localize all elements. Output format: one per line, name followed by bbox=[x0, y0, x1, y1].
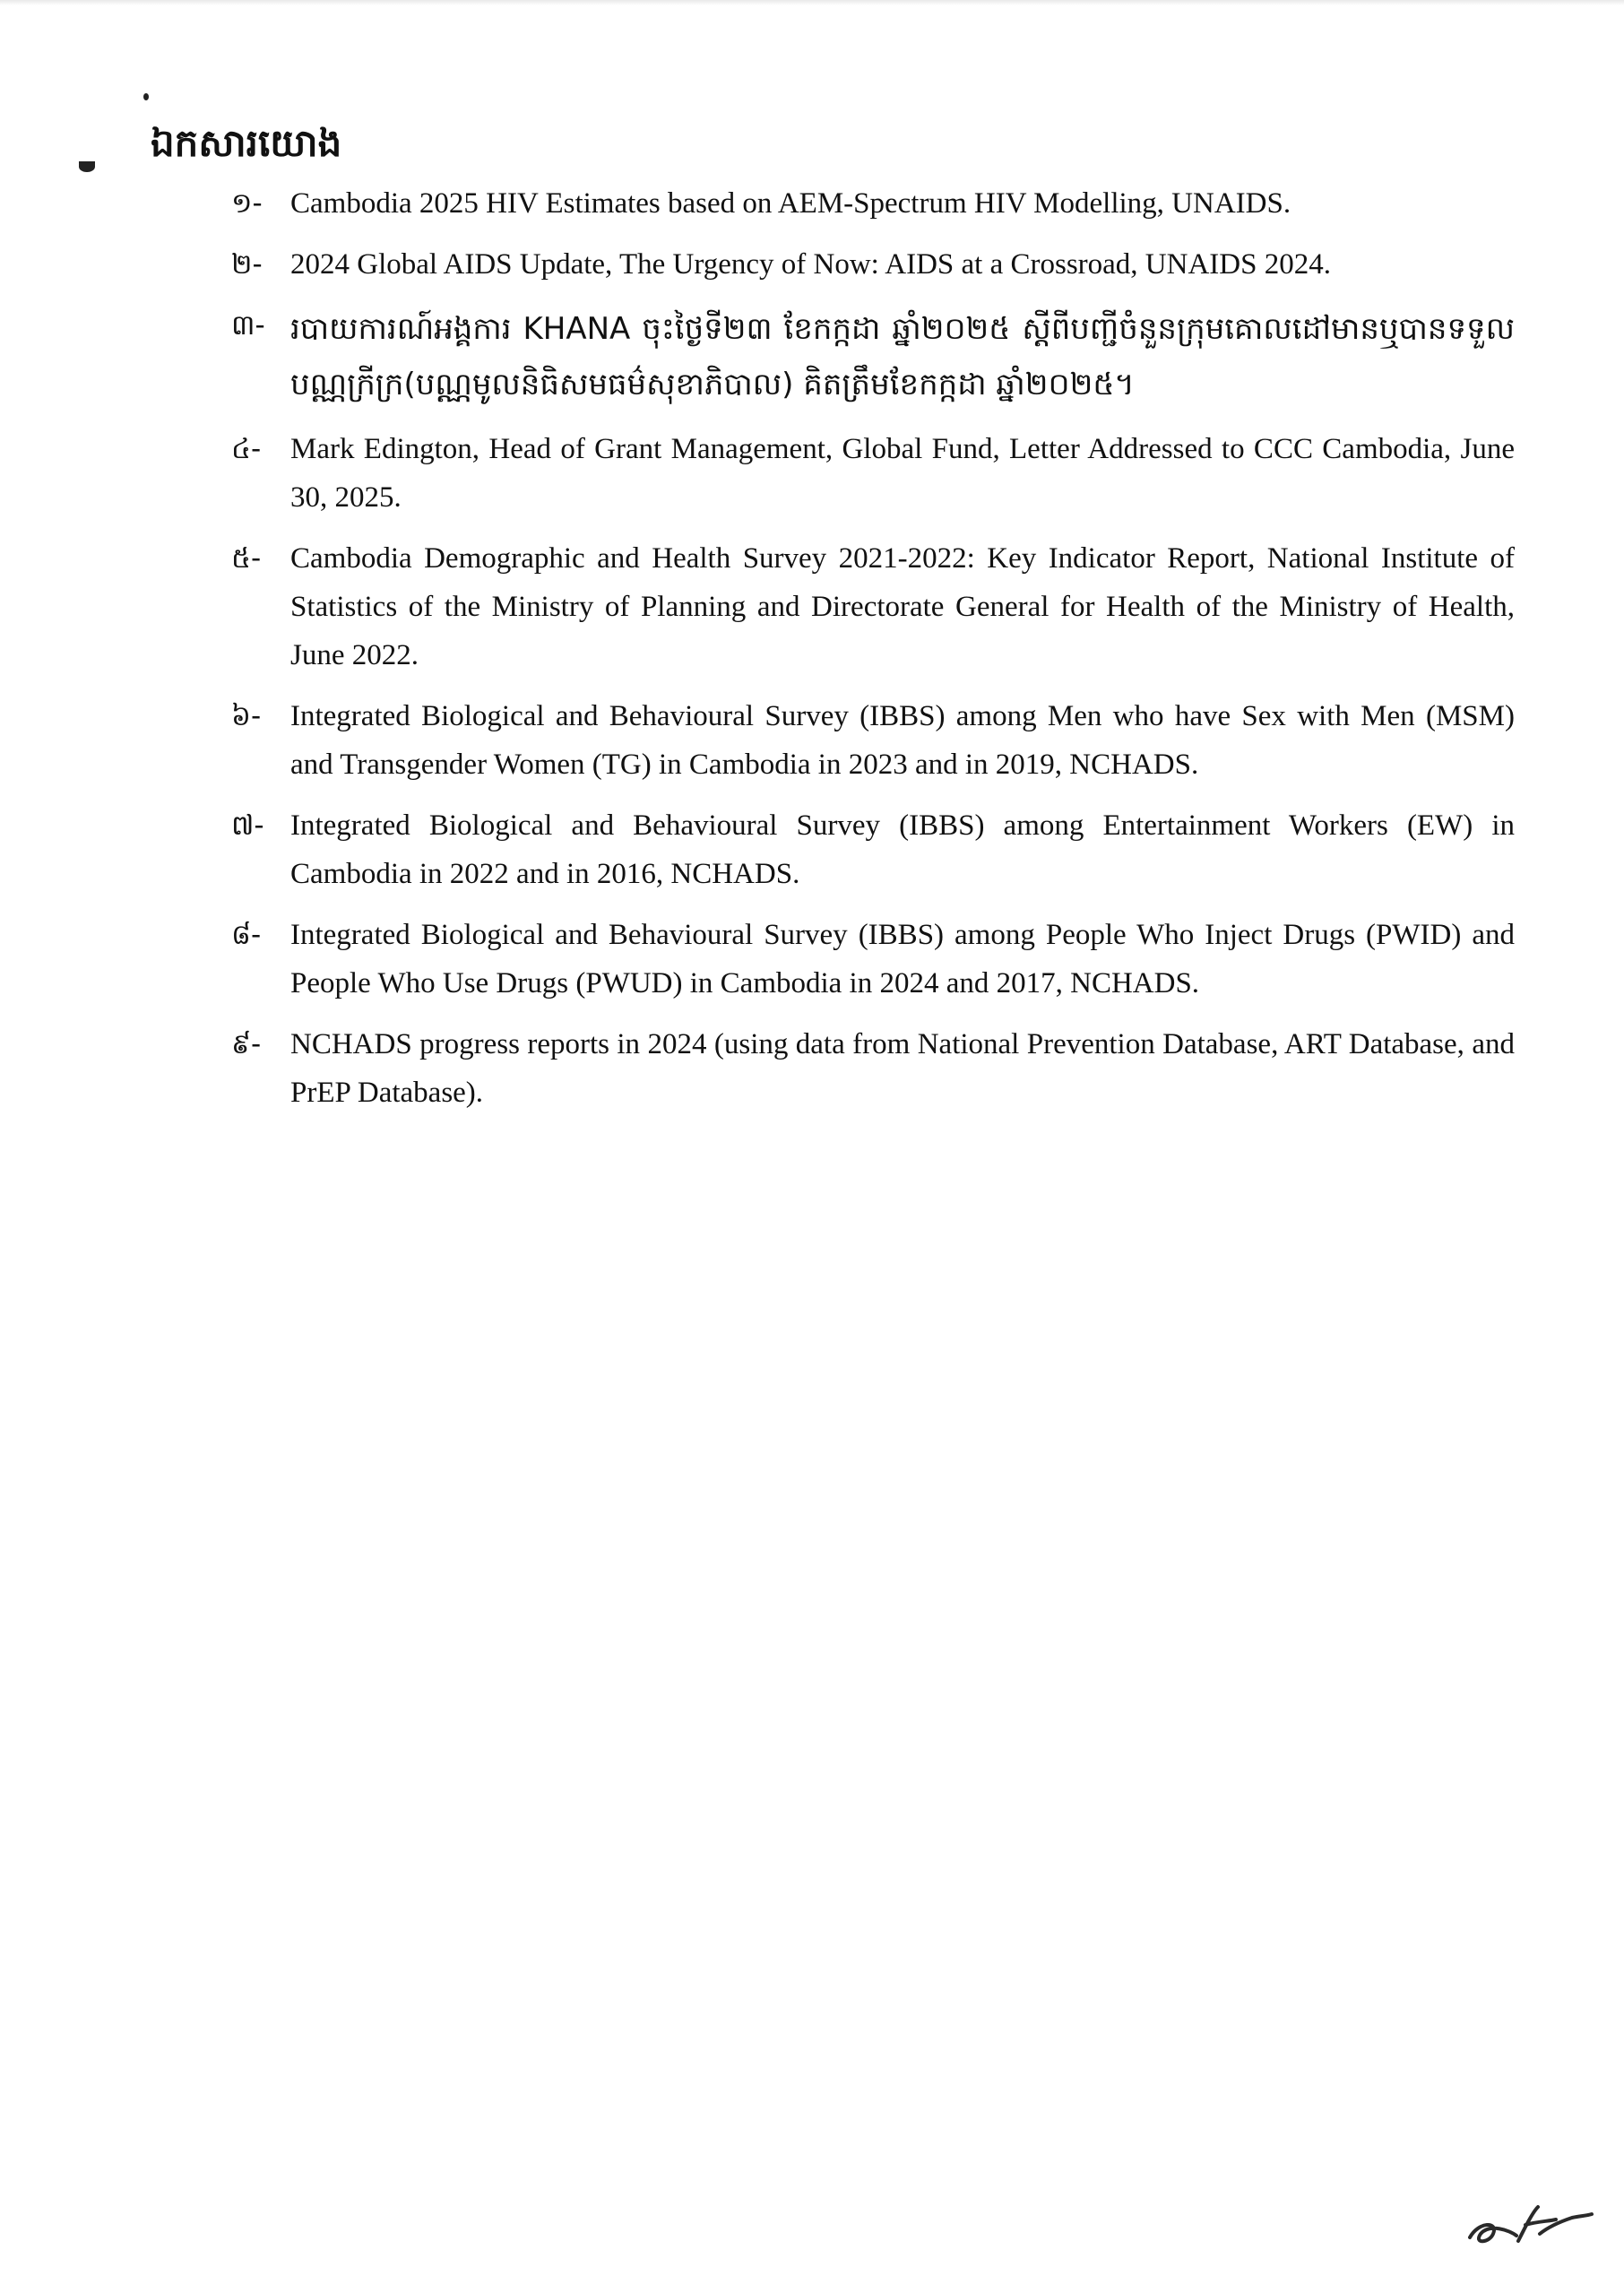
reference-item bbox=[231, 425, 1515, 522]
reference-number: ១- bbox=[231, 187, 263, 220]
reference-item bbox=[231, 692, 1515, 789]
handwritten-signature-icon bbox=[1463, 2194, 1597, 2257]
scan-mark bbox=[79, 161, 95, 172]
reference-text: របាយការណ៍អង្គការ KHANA ចុះថ្ងៃទី២៣ ខែកក្កដា ឆ្នាំ២០២៥ ស្តីពីបញ្ជីចំនួនក្រុមគោលដៅមានឬបានទទួលបណ្ណក្រីក្រ(បណ្ណមូលនិធិសមធម៌សុខាភិបាល) គិតត្រឹមខែកក្កដា ឆ្នាំ២០២៥។ bbox=[290, 311, 1515, 402]
reference-text: Mark Edington, Head of Grant Management, Global Fund, Letter Addressed to CCC Cambodia, June 30, 2025. bbox=[290, 433, 1515, 514]
reference-item bbox=[231, 179, 1515, 228]
reference-text: Integrated Biological and Behavioural Survey (IBBS) among People Who Inject Drugs (PWID) and People Who Use Drugs (PWUD) in Cambodia in 2024 and 2017, NCHADS. bbox=[290, 919, 1515, 999]
reference-number: ៨- bbox=[231, 919, 262, 951]
reference-text: Integrated Biological and Behavioural Survey (IBBS) among Men who have Sex with Men (MSM) and Transgender Women (TG) in Cambodia in 2023 and in 2019, NCHADS. bbox=[290, 700, 1515, 781]
reference-item bbox=[231, 534, 1515, 679]
reference-number: ៦- bbox=[231, 700, 262, 732]
reference-text: 2024 Global AIDS Update, The Urgency of Now: AIDS at a Crossroad, UNAIDS 2024. bbox=[290, 248, 1331, 281]
reference-number: ៣- bbox=[231, 309, 265, 342]
reference-text: Integrated Biological and Behavioural Survey (IBBS) among Entertainment Workers (EW) in Cambodia in 2022 and in 2016, NCHADS. bbox=[290, 809, 1515, 890]
reference-item bbox=[231, 801, 1515, 898]
reference-number: ៥- bbox=[231, 542, 262, 575]
reference-item bbox=[231, 301, 1515, 412]
reference-list bbox=[231, 179, 1515, 1129]
scan-speck bbox=[143, 93, 149, 100]
scan-edge bbox=[0, 0, 1624, 5]
reference-item bbox=[231, 911, 1515, 1008]
reference-number: ៩- bbox=[231, 1028, 262, 1060]
reference-text: Cambodia Demographic and Health Survey 2021-2022: Key Indicator Report, National Institute of Statistics of the Ministry of Planning and Directorate General for Health of the Ministry of Health, June 2022. bbox=[290, 542, 1515, 671]
references-heading: ឯកសារយោង bbox=[151, 121, 342, 165]
reference-text: Cambodia 2025 HIV Estimates based on AEM-Spectrum HIV Modelling, UNAIDS. bbox=[290, 187, 1291, 220]
reference-number: ៤- bbox=[231, 433, 262, 465]
reference-item bbox=[231, 1020, 1515, 1117]
reference-item bbox=[231, 240, 1515, 289]
reference-number: ២- bbox=[231, 248, 263, 281]
reference-number: ៧- bbox=[231, 809, 264, 842]
reference-text: NCHADS progress reports in 2024 (using data from National Prevention Database, ART Database, and PrEP Database). bbox=[290, 1028, 1515, 1109]
